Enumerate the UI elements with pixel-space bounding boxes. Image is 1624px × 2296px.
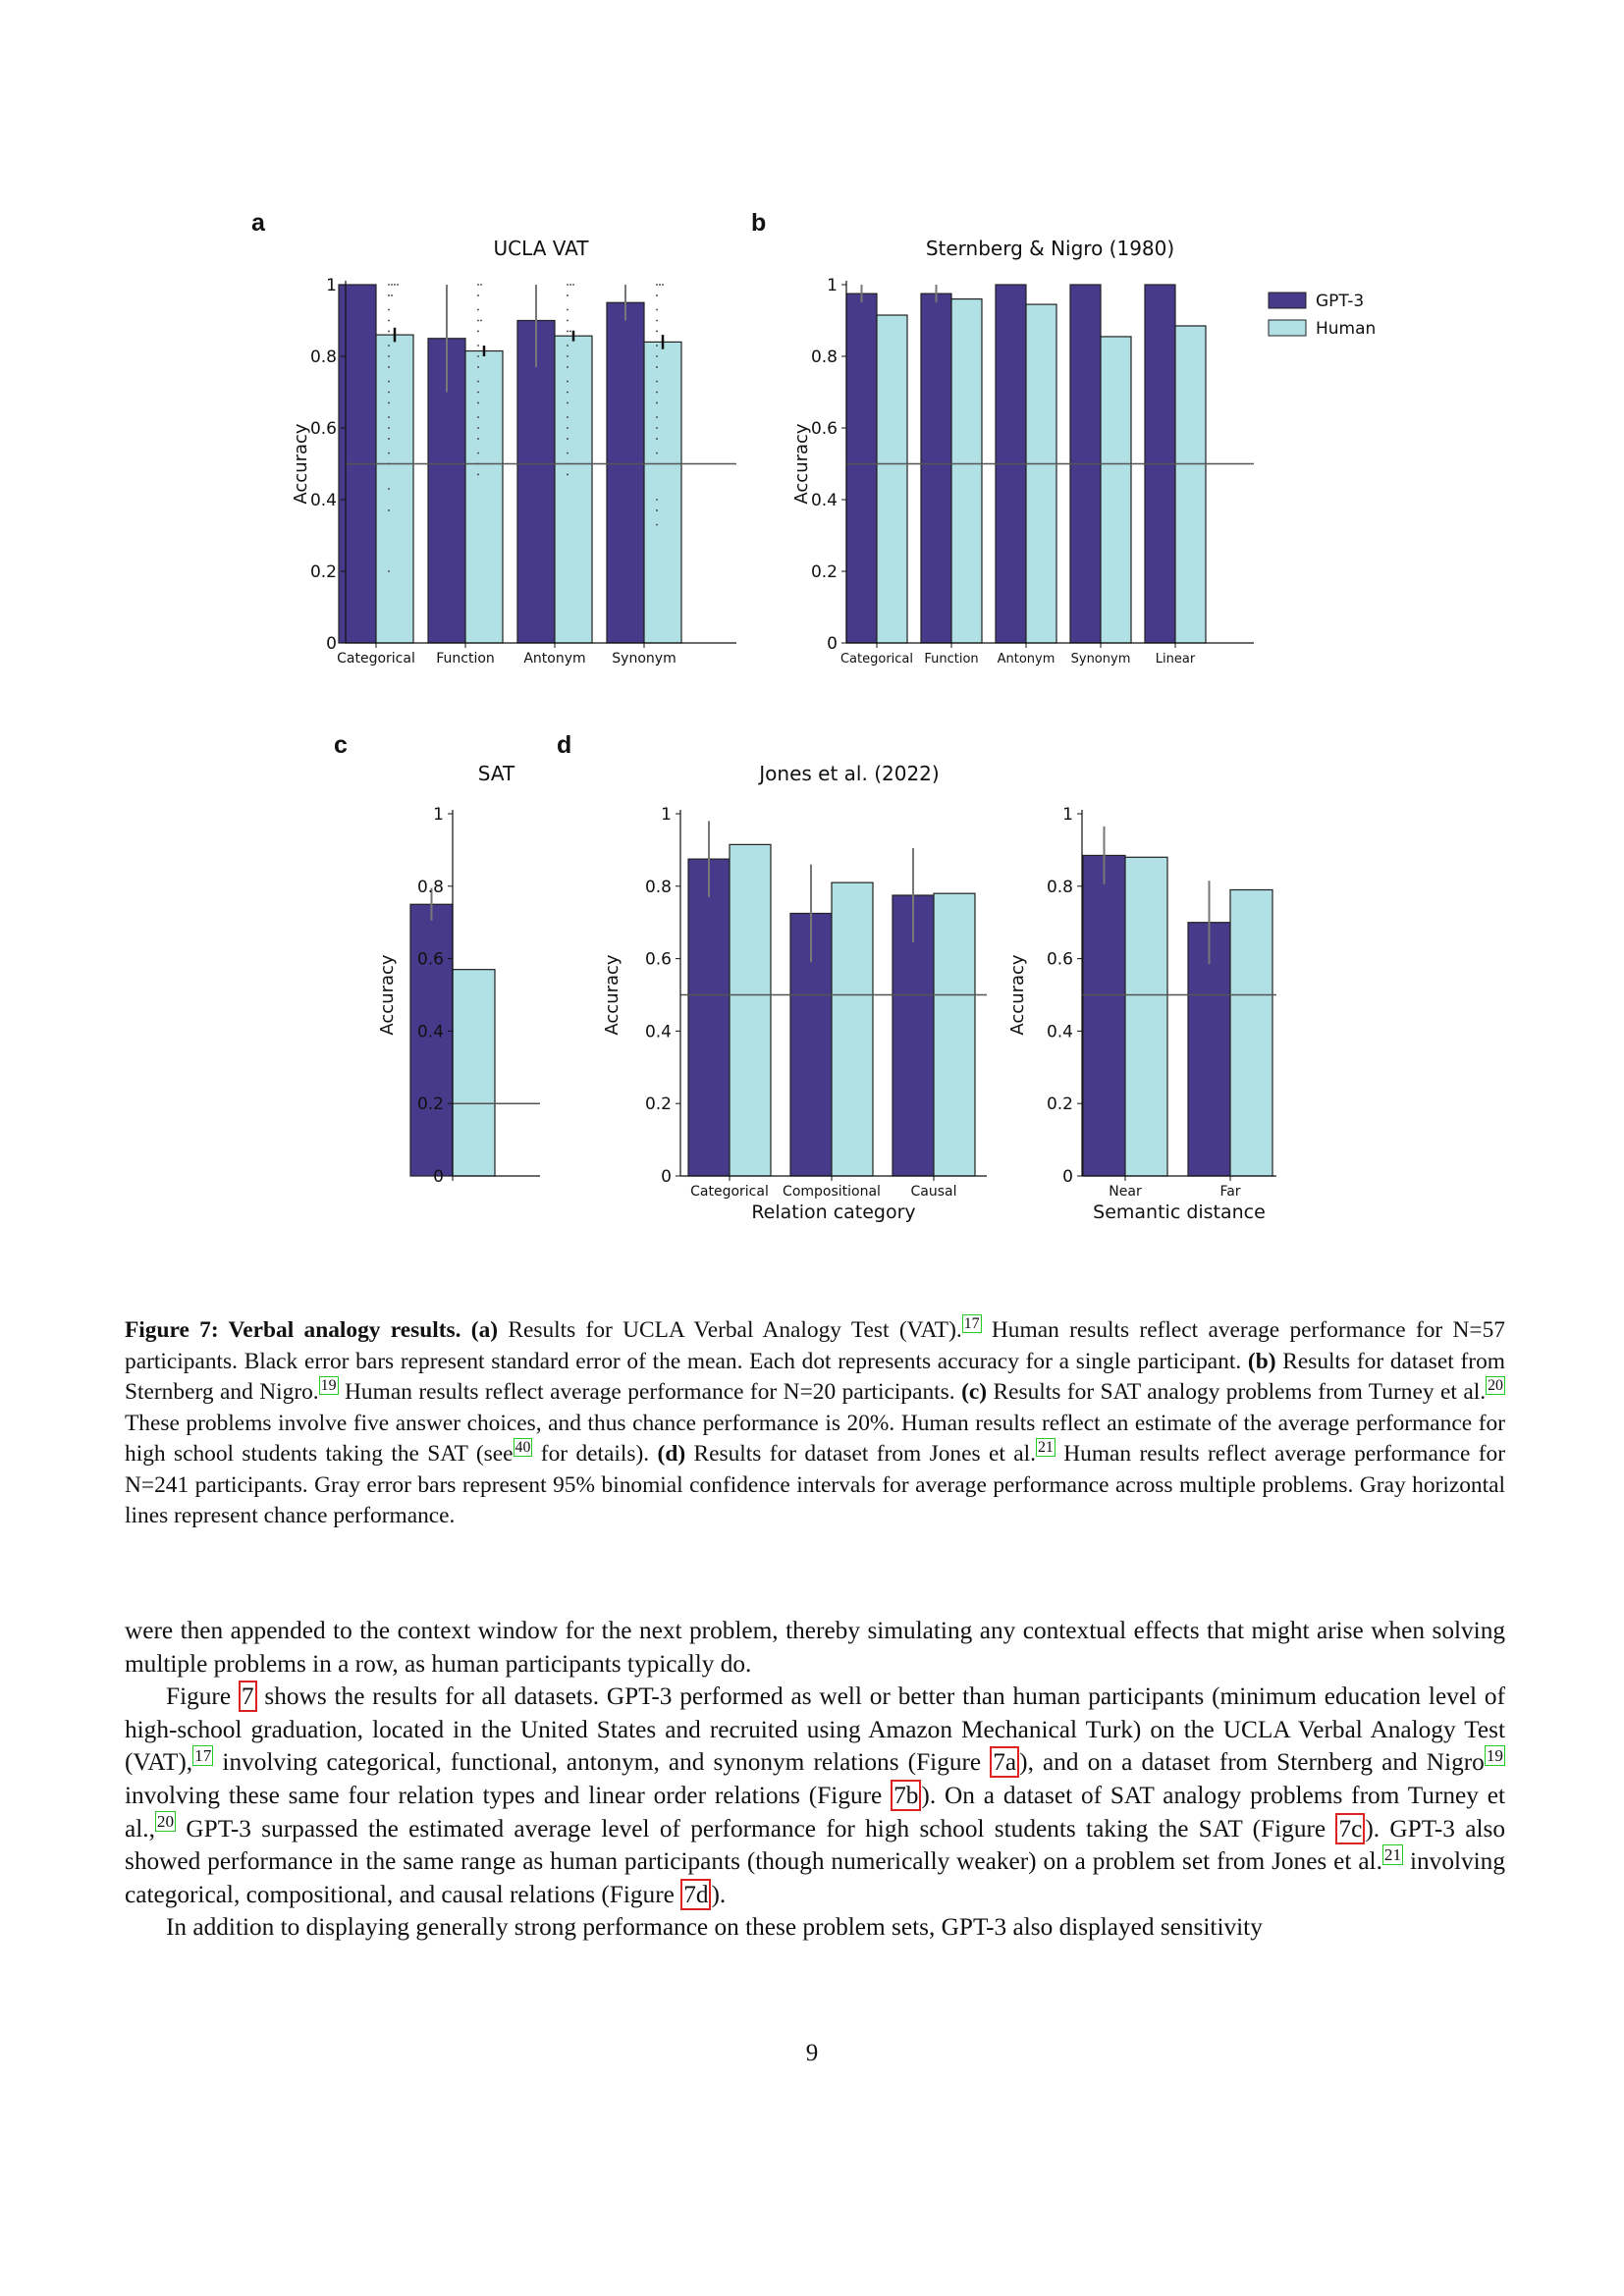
x-axis-label: Relation category — [751, 1201, 916, 1223]
participant-dot — [388, 453, 390, 454]
legend-label-human: Human — [1316, 319, 1377, 339]
participant-dot — [388, 331, 390, 333]
citation-link[interactable]: 17 — [194, 1745, 212, 1765]
caption-a-text2: Human results reflect average performance for N=57 participants. Black error bars represent standard error of the mean. Each dot represents accuracy for a single participant. — [125, 1317, 1505, 1374]
participant-dot — [567, 320, 568, 322]
y-tick-label: 0.6 — [644, 949, 672, 970]
y-tick-label: 0.4 — [644, 1022, 672, 1042]
participant-dot — [388, 392, 390, 394]
participant-dot — [656, 427, 658, 429]
participant-dot — [477, 416, 479, 418]
participant-dot — [567, 294, 568, 296]
text-run: ). — [711, 1880, 727, 1908]
participant-dot — [388, 355, 390, 357]
paragraph — [125, 1681, 1505, 1911]
participant-dot — [477, 309, 479, 311]
caption-c-text: Results for SAT analogy problems from Turney et al. — [987, 1379, 1487, 1405]
participant-dot — [656, 331, 658, 333]
text-run: GPT-3 surpassed the estimated average level of performance for high school students taking the SAT (Figure — [176, 1814, 1336, 1842]
participant-dot — [477, 345, 479, 347]
y-axis-label: Accuracy — [291, 423, 311, 505]
page-number: 9 — [805, 2040, 819, 2066]
caption-a-label: (a) — [470, 1317, 499, 1343]
participant-dot — [388, 402, 390, 404]
chart-title: SAT — [477, 762, 515, 785]
caption-label: Figure 7: Verbal analogy results. — [125, 1317, 461, 1343]
participant-dot — [656, 402, 658, 404]
participant-dot — [567, 438, 568, 440]
citation-link[interactable]: 21 — [1037, 1439, 1054, 1457]
participant-dot — [567, 309, 568, 311]
text-run: shows the results for all datasets. GPT-3 performed as well or better than human participants (minimum education level of high-school graduation, located in the United States and recruited using Amazon Mechanical Turk) on the UCLA Verbal Analogy Test (VAT), — [125, 1682, 1506, 1777]
participant-dot — [567, 402, 568, 404]
y-tick-label: 0.2 — [309, 562, 337, 582]
y-tick-label: 0.8 — [644, 877, 672, 897]
participant-dot — [567, 355, 568, 357]
y-tick-label: 0.2 — [644, 1095, 672, 1115]
participant-dot — [477, 402, 479, 404]
y-tick-label: 0.2 — [810, 562, 838, 582]
chart-sat — [368, 756, 555, 1242]
participant-dot — [388, 381, 390, 383]
paragraph: In addition to displaying generally strong performance on these problem sets, GPT-3 also displayed sensitivity — [166, 1913, 1263, 1942]
bar-human — [465, 351, 503, 643]
participant-dot — [567, 427, 568, 429]
participant-dot — [662, 284, 664, 286]
participant-dot — [656, 524, 658, 526]
x-tick-label: Near — [1109, 1184, 1142, 1200]
participant-dot — [659, 284, 661, 286]
x-tick-label: Antonym — [997, 652, 1056, 667]
participant-dot — [656, 392, 658, 394]
y-axis-label: Accuracy — [1007, 954, 1028, 1036]
participant-dot — [477, 392, 479, 394]
x-tick-label: Synonym — [612, 651, 677, 667]
chart-title: UCLA VAT — [493, 237, 589, 260]
citation-link[interactable]: 21 — [1383, 1844, 1402, 1864]
text-run: Figure — [166, 1682, 239, 1711]
caption-d-text2: Human results reflect average performance for N=241 participants. Gray error bars represent 95% binomial confidence intervals for average performance across multiple problems. Gray horizontal lines represent chance performance. — [125, 1441, 1505, 1528]
x-tick-label: Linear — [1155, 652, 1196, 667]
chart-jones-relation — [594, 756, 1006, 1242]
text-run: involving categorical, compositional, and causal relations (Figure — [125, 1847, 1505, 1908]
figure-link[interactable]: 7b — [891, 1780, 921, 1811]
participant-dot — [388, 570, 390, 572]
x-tick-label: Compositional — [783, 1184, 881, 1200]
participant-dot — [569, 284, 571, 286]
panel-letter-c: c — [334, 731, 348, 759]
y-tick-label: 0.8 — [309, 347, 337, 367]
participant-dot — [656, 345, 658, 347]
citation-link[interactable]: 17 — [963, 1315, 980, 1333]
caption-c-label: (c) — [961, 1379, 988, 1405]
participant-dot — [477, 453, 479, 454]
figure-link[interactable]: 7c — [1335, 1813, 1365, 1844]
participant-dot — [388, 320, 390, 322]
figure-caption — [125, 1315, 1505, 1532]
participant-dot — [656, 355, 658, 357]
text-run: involving these same four relation types and linear order relations (Figure — [125, 1781, 892, 1809]
bar-human — [1101, 337, 1131, 643]
text-run: ), and on a dataset from Sternberg and Nigro — [1019, 1748, 1485, 1777]
citation-link[interactable]: 19 — [320, 1377, 337, 1395]
x-tick-label: Synonym — [1070, 652, 1131, 667]
y-tick-label: 0 — [827, 634, 838, 654]
participant-dot — [388, 284, 390, 286]
y-tick-label: 0.8 — [1046, 877, 1073, 897]
figure-link[interactable]: 7a — [990, 1746, 1019, 1778]
participant-dot — [388, 438, 390, 440]
y-tick-label: 1 — [1062, 805, 1073, 825]
participant-dot — [656, 294, 658, 296]
text-run: ). On a dataset of SAT analogy problems from Turney et al., — [125, 1781, 1505, 1842]
participant-dot — [388, 509, 390, 511]
participant-dot — [656, 320, 658, 322]
y-tick-label: 1 — [661, 805, 672, 825]
participant-dot — [656, 453, 658, 454]
x-axis-label: Semantic distance — [1093, 1201, 1266, 1223]
participant-dot — [391, 284, 393, 286]
y-tick-label: 0.4 — [416, 1022, 444, 1042]
bar-gpt3 — [517, 321, 555, 644]
y-tick-label: 0 — [326, 634, 337, 654]
y-tick-label: 0.8 — [810, 347, 838, 367]
participant-dot — [480, 284, 482, 286]
x-tick-label: Categorical — [690, 1184, 769, 1200]
participant-dot — [388, 294, 390, 296]
participant-dot — [656, 309, 658, 311]
participant-dot — [567, 284, 568, 286]
y-tick-label: 0.4 — [1046, 1022, 1073, 1042]
participant-dot — [388, 345, 390, 347]
x-tick-label: Far — [1219, 1184, 1241, 1200]
participant-dot — [477, 366, 479, 368]
participant-dot — [388, 427, 390, 429]
participant-dot — [656, 499, 658, 501]
participant-dot — [567, 453, 568, 454]
bar-human — [453, 970, 495, 1176]
bar-human — [951, 299, 982, 643]
participant-dot — [388, 488, 390, 490]
x-tick-label: Function — [924, 652, 979, 667]
participant-dot — [477, 427, 479, 429]
participant-dot — [388, 416, 390, 418]
y-tick-label: 0.6 — [1046, 949, 1073, 970]
y-axis-label: Accuracy — [602, 954, 623, 1036]
participant-dot — [656, 381, 658, 383]
bar-human — [376, 335, 413, 643]
participant-dot — [388, 366, 390, 368]
x-tick-label: Categorical — [839, 652, 914, 667]
bar-gpt3 — [921, 294, 951, 643]
citation-link[interactable]: 20 — [156, 1812, 175, 1832]
panel-letter-a: a — [251, 209, 265, 237]
chart-jones-distance — [1001, 756, 1296, 1242]
participant-dot — [394, 284, 396, 286]
y-tick-label: 0.8 — [416, 877, 444, 897]
caption-c-text3: for details). — [532, 1441, 658, 1467]
participant-dot — [480, 320, 482, 322]
chart-title: Sternberg & Nigro (1980) — [925, 237, 1175, 260]
participant-dot — [567, 366, 568, 368]
bar-human — [1175, 326, 1206, 643]
y-tick-label: 1 — [827, 276, 838, 295]
chart-ucla-vat — [285, 231, 736, 682]
participant-dot — [656, 509, 658, 511]
y-tick-label: 0 — [1062, 1167, 1073, 1187]
bar-human — [730, 844, 771, 1176]
participant-dot — [656, 416, 658, 418]
citation-link[interactable]: 19 — [1486, 1745, 1504, 1765]
legend-swatch-human — [1269, 320, 1306, 336]
bar-human — [877, 315, 907, 643]
y-tick-label: 0.4 — [309, 491, 337, 510]
text-run: involving categorical, functional, antonym, and synonym relations (Figure — [213, 1748, 991, 1777]
participant-dot — [656, 284, 658, 286]
participant-dot — [477, 474, 479, 476]
bar-human — [1230, 889, 1272, 1176]
bar-gpt3 — [846, 294, 877, 643]
participant-dot — [477, 381, 479, 383]
figure-link[interactable]: 7 — [239, 1681, 257, 1712]
y-tick-label: 0.2 — [1046, 1095, 1073, 1115]
bar-gpt3 — [1083, 855, 1125, 1176]
y-tick-label: 0 — [661, 1167, 672, 1187]
x-tick-label: Categorical — [337, 651, 415, 667]
participant-dot — [572, 284, 574, 286]
bar-gpt3 — [607, 302, 644, 643]
x-tick-label: Causal — [910, 1184, 957, 1200]
x-tick-label: Function — [436, 651, 495, 667]
y-tick-label: 1 — [326, 276, 337, 295]
participant-dot — [477, 355, 479, 357]
panel-letter-b: b — [751, 209, 767, 237]
chart-title: Jones et al. (2022) — [759, 762, 940, 785]
participant-dot — [567, 474, 568, 476]
y-tick-label: 0.2 — [416, 1095, 444, 1115]
caption-c-text2: These problems involve five answer choices, and thus chance performance is 20%. Human results reflect an estimate of the average performance for high school students taking the SAT (see — [125, 1410, 1505, 1467]
y-axis-label: Accuracy — [791, 423, 812, 505]
citation-link[interactable]: 40 — [514, 1439, 531, 1457]
bar-human — [644, 342, 681, 643]
x-tick-label: Antonym — [523, 651, 586, 667]
body-text — [125, 1615, 1505, 1945]
caption-d-label: (d) — [657, 1441, 686, 1467]
y-axis-label: Accuracy — [377, 954, 398, 1036]
participant-dot — [567, 392, 568, 394]
caption-d-text: Results for dataset from Jones et al. — [685, 1441, 1036, 1467]
caption-b-label: (b) — [1247, 1348, 1276, 1374]
bar-human — [1026, 304, 1056, 643]
participant-dot — [477, 331, 479, 333]
y-tick-label: 0.6 — [416, 949, 444, 970]
participant-dot — [388, 309, 390, 311]
paragraph: were then appended to the context window for the next problem, thereby simulating any contextual effects that might arise when solving multiple problems in a row, as human participants typically do. — [125, 1617, 1505, 1678]
bar-human — [555, 336, 592, 643]
participant-dot — [477, 284, 479, 286]
participant-dot — [391, 294, 393, 296]
participant-dot — [569, 331, 571, 333]
participant-dot — [397, 284, 399, 286]
caption-a-text: Results for UCLA Verbal Analogy Test (VAT). — [498, 1317, 962, 1343]
legend-label-gpt3: GPT-3 — [1316, 292, 1365, 311]
bar-gpt3 — [688, 859, 730, 1176]
y-tick-label: 0.4 — [810, 491, 838, 510]
citation-link[interactable]: 20 — [1488, 1377, 1503, 1395]
caption-b-text: Results for dataset from Sternberg and Nigro. — [125, 1348, 1505, 1405]
caption-b-text2: Human results reflect average performance for N=20 participants. — [338, 1379, 962, 1405]
y-tick-label: 1 — [433, 805, 444, 825]
bar-human — [832, 882, 873, 1176]
figure-link[interactable]: 7d — [680, 1879, 711, 1910]
legend-swatch-gpt3 — [1269, 293, 1306, 308]
participant-dot — [567, 381, 568, 383]
participant-dot — [567, 345, 568, 347]
participant-dot — [477, 294, 479, 296]
panel-letter-d: d — [557, 731, 572, 759]
bar-human — [934, 893, 975, 1176]
text-run: ). GPT-3 also showed performance in the same range as human participants (though numerically weaker) on a problem set from Jones et al. — [125, 1814, 1505, 1876]
bar-human — [1125, 857, 1167, 1176]
participant-dot — [477, 438, 479, 440]
participant-dot — [567, 416, 568, 418]
participant-dot — [656, 438, 658, 440]
y-tick-label: 0 — [433, 1167, 444, 1187]
y-tick-label: 0.6 — [309, 419, 337, 439]
y-tick-label: 0.6 — [810, 419, 838, 439]
participant-dot — [567, 331, 568, 333]
participant-dot — [656, 366, 658, 368]
chart-sternberg-nigro — [785, 231, 1394, 682]
participant-dot — [477, 320, 479, 322]
